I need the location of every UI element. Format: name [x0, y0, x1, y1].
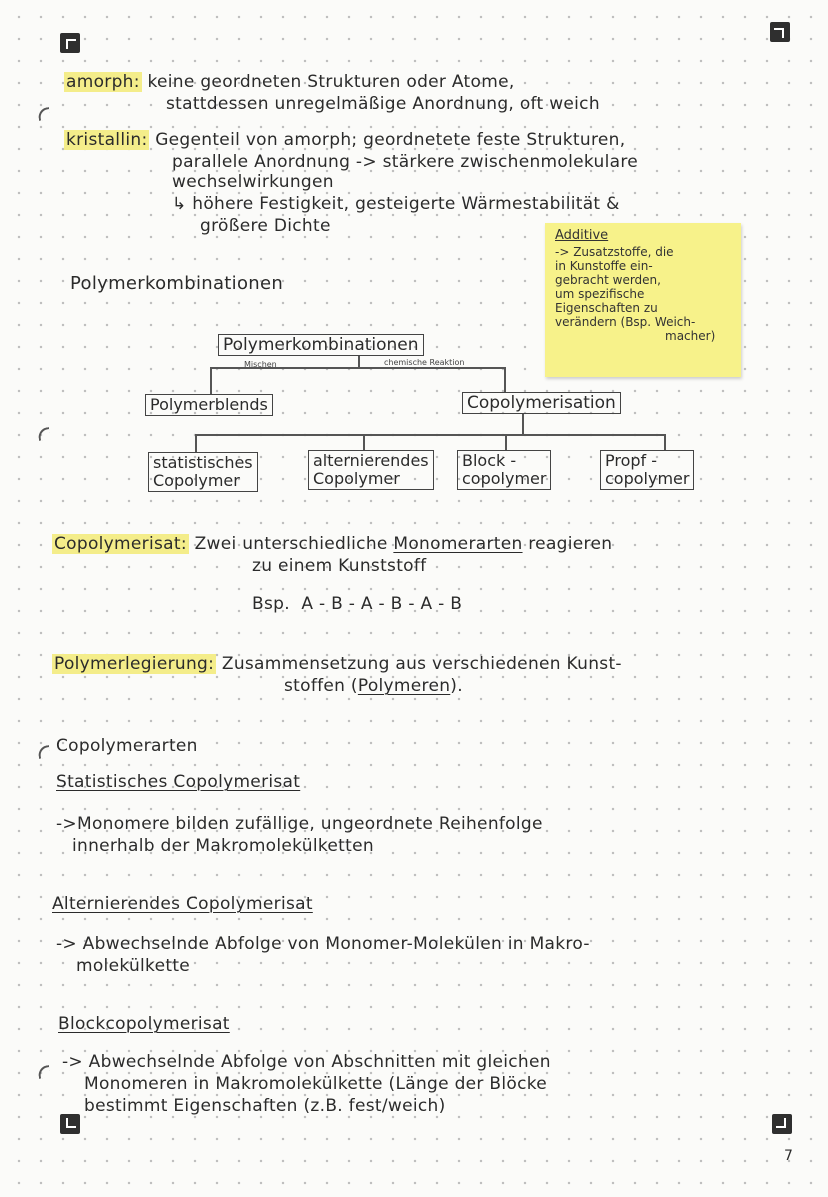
- page-number: 7: [784, 1148, 793, 1164]
- kristallin-line-3: wechselwirkungen: [172, 172, 334, 192]
- binder-ring-icon: [37, 427, 51, 441]
- amorph-line-2: stattdessen unregelmäßige Anordnung, oft weich: [166, 94, 600, 114]
- diagram-connector: [505, 434, 507, 450]
- copolymerisat-term: Copolymerisat:: [54, 534, 187, 554]
- copolymerisat-text-c: reagieren: [528, 534, 613, 554]
- polymerlegierung-text-a: stoffen (: [284, 676, 358, 696]
- diagram-connector: [664, 434, 666, 450]
- additive-title: Additive: [555, 228, 609, 243]
- diagram-child-propf: [600, 450, 694, 490]
- alternierend-line-1: -> Abwechselnde Abfolge von Monomer-Molekülen in Makro-: [56, 934, 590, 954]
- kristallin-line-2: parallele Anordnung -> stärkere zwischenmolekulare: [172, 152, 639, 172]
- copolymerisat-definition: [52, 534, 612, 554]
- kristallin-line-5: größere Dichte: [200, 216, 331, 236]
- diagram-child-alternierend: [308, 450, 434, 490]
- diagram-connector: [358, 356, 360, 368]
- polymerlegierung-text-b: Polymeren: [357, 676, 451, 696]
- diagram-polymerblends-box: Polymerblends: [145, 394, 273, 416]
- alternierend-line-2: molekülkette: [76, 956, 191, 976]
- polymerkombinationen-heading: Polymerkombinationen: [70, 273, 284, 294]
- copolymerisat-example: Bsp. A - B - A - B - A - B: [252, 594, 463, 614]
- block-line-2: Monomeren in Makromolekülkette (Länge der Blöcke: [84, 1074, 548, 1094]
- copolymerisat-text-a: Zwei unterschiedliche: [194, 534, 388, 554]
- amorph-term: amorph:: [66, 72, 140, 92]
- binder-ring-icon: [37, 1065, 51, 1079]
- block-line-3: bestimmt Eigenschaften (z.B. fest/weich): [84, 1096, 446, 1116]
- polymerlegierung-term: Polymerlegierung:: [54, 654, 215, 674]
- diagram-connector: [195, 434, 665, 436]
- diagram-child-statistisch: [148, 452, 258, 492]
- copolymerarten-heading: Copolymerarten: [56, 736, 198, 756]
- child-line-2: copolymer: [462, 469, 547, 488]
- additive-line: macher): [665, 329, 716, 343]
- block-line-1: -> Abwechselnde Abfolge von Abschnitten mit gleichen: [62, 1052, 551, 1072]
- diagram-copolymerisation-box: Copolymerisation: [462, 392, 621, 414]
- kristallin-line-1: Gegenteil von amorph; geordnetete feste Strukturen,: [155, 130, 626, 150]
- child-line-1: alternierendes: [313, 451, 429, 470]
- child-line-2: Copolymer: [313, 469, 400, 488]
- polymerlegierung-text-c: ).: [450, 676, 463, 696]
- diagram-connector: [504, 367, 506, 393]
- kristallin-definition: [64, 130, 625, 150]
- diagram-connector: [210, 367, 212, 395]
- child-line-2: Copolymer: [153, 471, 240, 490]
- additive-line: verändern (Bsp. Weich-: [555, 315, 696, 329]
- corner-marker-top-right-icon: [770, 22, 790, 42]
- block-title: Blockcopolymerisat: [58, 1014, 230, 1034]
- polymerlegierung-line-2: [284, 676, 463, 696]
- corner-marker-bottom-right-icon: [772, 1114, 792, 1134]
- additive-line: Eigenschaften zu: [555, 301, 658, 315]
- child-line-1: Propf -: [605, 451, 658, 470]
- kristallin-line-4: ↳ höhere Festigkeit, gesteigerte Wärmestabilität &: [172, 194, 620, 214]
- diagram-connector: [195, 434, 197, 452]
- additive-line: in Kunstoffe ein-: [555, 259, 653, 273]
- amorph-line-1: keine geordneten Strukturen oder Atome,: [147, 72, 515, 92]
- diagram-connector: [522, 414, 524, 434]
- diagram-connector: [363, 434, 365, 450]
- statistisch-title: Statistisches Copolymerisat: [56, 772, 301, 792]
- additive-sticky-note: [545, 223, 741, 377]
- copolymerisat-text-b: Monomerarten: [393, 534, 523, 554]
- corner-marker-top-left-icon: [60, 33, 80, 53]
- polymerlegierung-line-1: Zusammensetzung aus verschiedenen Kunst-: [221, 654, 622, 674]
- statistisch-line-1: ->Monomere bilden zufällige, ungeordnete Reihenfolge: [56, 814, 543, 834]
- diagram-label-chemische-reaktion: chemische Reaktion: [384, 358, 465, 367]
- amorph-definition: [64, 72, 515, 92]
- kristallin-term: kristallin:: [66, 130, 148, 150]
- additive-line: -> Zusatzstoffe, die: [555, 245, 674, 259]
- diagram-child-block: [457, 450, 551, 490]
- additive-line: gebracht werden,: [555, 273, 661, 287]
- alternierend-title: Alternierendes Copolymerisat: [52, 894, 313, 914]
- polymerlegierung-definition: [52, 654, 622, 674]
- child-line-1: Block -: [462, 451, 517, 470]
- diagram-label-mischen: Mischen: [244, 360, 277, 369]
- copolymerisat-line-2: zu einem Kunststoff: [252, 556, 427, 576]
- child-line-2: copolymer: [605, 469, 690, 488]
- additive-line: um spezifische: [555, 287, 645, 301]
- diagram-root-box: Polymerkombinationen: [218, 334, 424, 356]
- binder-ring-icon: [37, 745, 51, 759]
- binder-ring-icon: [37, 107, 51, 121]
- corner-marker-bottom-left-icon: [60, 1114, 80, 1134]
- child-line-1: statistisches: [153, 453, 253, 472]
- statistisch-line-2: innerhalb der Makromolekülketten: [72, 836, 374, 856]
